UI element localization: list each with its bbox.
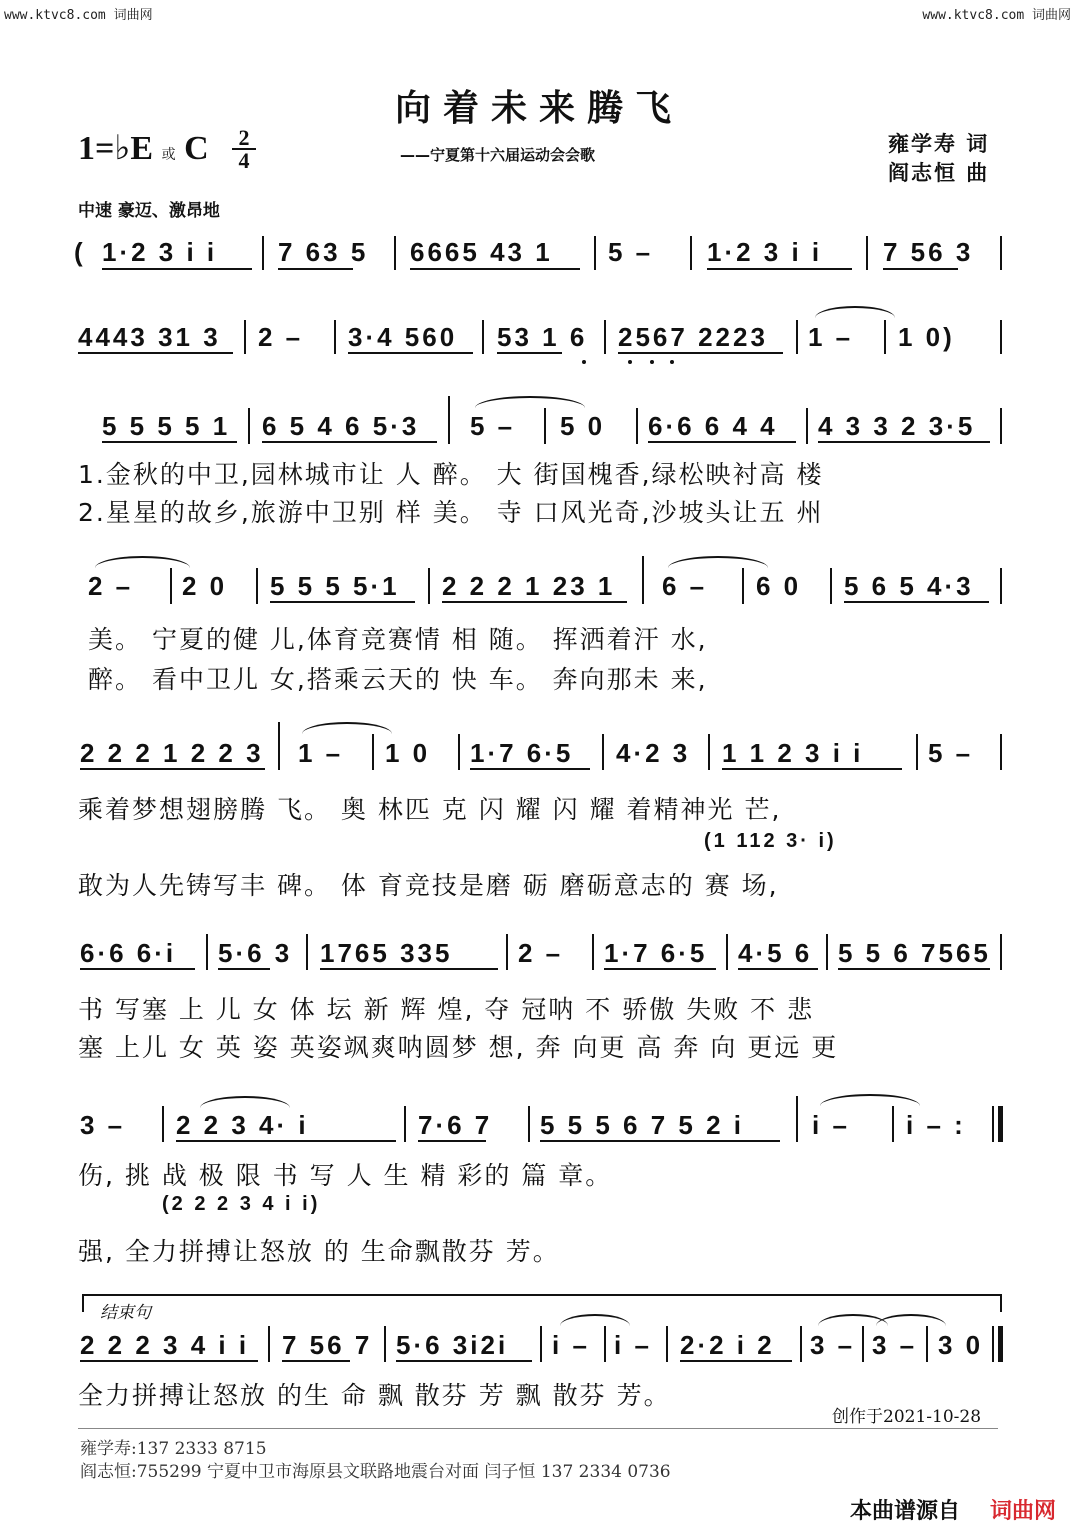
barline xyxy=(892,1106,894,1142)
measure: 4·5 6 xyxy=(738,938,813,968)
final-barline-thick xyxy=(998,1326,1003,1362)
coda-label: 结束句 xyxy=(100,1303,151,1323)
measure: i – : xyxy=(906,1110,966,1140)
measure: 6·6 6·i xyxy=(80,938,177,968)
barline xyxy=(926,1326,928,1362)
lyrics-verse-2: 敢为人先铸写丰 碑。 体 育竞技是磨 砺 磨砺意志的 赛 场, xyxy=(78,871,779,900)
beam xyxy=(282,1360,350,1362)
barline xyxy=(800,1326,802,1362)
tie xyxy=(200,1096,290,1108)
lyrics-verse-1: 书 写塞 上 儿 女 体 坛 新 辉 煌, 夺 冠呐 不 骄傲 失败 不 悲 xyxy=(78,995,815,1024)
measure: i – xyxy=(552,1330,590,1360)
barline xyxy=(334,320,336,354)
tie xyxy=(475,396,585,408)
measure: 2 – xyxy=(258,322,304,352)
measure: 5 5 6 7565 xyxy=(838,938,991,968)
tempo-marking: 中速 豪迈、激昂地 xyxy=(78,201,220,221)
beam xyxy=(410,268,580,270)
watermark-left: www.ktvc8.com 词曲网 xyxy=(4,8,153,23)
barline xyxy=(1000,568,1002,604)
tie xyxy=(302,722,392,734)
beam xyxy=(270,601,415,603)
beam xyxy=(738,968,818,970)
barline xyxy=(602,734,604,770)
lyrics-verse-1: 1.金秋的中卫,园林城市让 人 醉。 大 街国槐香,绿松映衬高 楼 xyxy=(78,460,824,489)
beam xyxy=(618,352,783,354)
measure: 5 5 5 5 1 xyxy=(102,411,231,441)
barline xyxy=(268,1326,270,1362)
barline xyxy=(540,1326,542,1362)
barline xyxy=(278,722,280,770)
measure: 4·2 3 xyxy=(616,738,691,768)
barline xyxy=(866,236,868,270)
barline xyxy=(1000,320,1002,354)
barline xyxy=(262,236,264,270)
beam xyxy=(80,768,265,770)
barline xyxy=(884,320,886,354)
beam xyxy=(470,768,590,770)
source-label: 本曲谱源自 xyxy=(850,1499,961,1524)
beam xyxy=(348,352,473,354)
measure: 5 – xyxy=(928,738,974,768)
composer-credit: 阎志恒 曲 xyxy=(888,161,990,185)
tie xyxy=(560,1314,630,1326)
lyrics-verse-1: 伤, 挑 战 极 限 书 写 人 生 精 彩的 篇 章。 xyxy=(78,1161,613,1190)
footer-divider xyxy=(78,1428,998,1429)
measure: 1 1 2 3 i i xyxy=(722,738,864,768)
barline xyxy=(372,734,374,770)
measure: 6 5 4 6 5·3 xyxy=(262,411,420,441)
measure: 2 2 2 1 23 1 xyxy=(442,571,616,601)
lyricist-credit: 雍学寿 词 xyxy=(888,132,990,156)
lyrics-verse-2: 塞 上儿 女 英 姿 英姿飒爽呐圆梦 想, 奔 向更 高 奔 向 更远 更 xyxy=(78,1033,839,1062)
measure: 6 0 xyxy=(756,571,802,601)
measure: i – xyxy=(614,1330,652,1360)
measure: i – xyxy=(812,1110,850,1140)
measure: 1765 335 xyxy=(320,938,453,968)
beam xyxy=(648,441,796,443)
measure: 2 2 3 4· i xyxy=(176,1110,309,1140)
contact-composer: 阎志恒:755299 宁夏中卫市海原县文联路地震台对面 闫子恒 137 2334 0736 xyxy=(80,1462,671,1482)
barline xyxy=(796,1096,798,1142)
beam xyxy=(418,1140,486,1142)
beam xyxy=(844,601,989,603)
measure: 1 0) xyxy=(898,322,955,352)
repeat-barline xyxy=(992,1106,994,1142)
barline xyxy=(726,934,728,970)
song-title: 向着未来腾飞 xyxy=(395,87,684,129)
lyrics-verse-1: 乘着梦想翅膀腾 飞。 奥 林匹 克 闪 耀 闪 耀 着精神光 芒, xyxy=(78,795,782,824)
low-octave-dot xyxy=(650,360,654,364)
barline xyxy=(428,568,430,604)
lyrics-verse-2: 强, 全力拼搏让怒放 的 生命飘散芬 芳。 xyxy=(78,1237,560,1266)
low-octave-dot xyxy=(582,360,586,364)
beam xyxy=(262,441,437,443)
measure: 5 – xyxy=(608,237,654,267)
measure: 6·6 6 4 4 xyxy=(648,411,778,441)
beam xyxy=(80,968,195,970)
measure: 2567 2223 xyxy=(618,322,768,352)
measure: 1·2 3 i i xyxy=(707,237,823,267)
lyrics-verse-1: 美。 宁夏的健 儿,体育竞赛情 相 随。 挥洒着汗 水, xyxy=(88,625,708,654)
barline xyxy=(256,568,258,604)
measure: 5 6 5 4·3 xyxy=(844,571,974,601)
barline xyxy=(742,568,744,604)
measure: 2 2 2 1 2 2 3 xyxy=(80,738,264,768)
watermark-right: www.ktvc8.com 词曲网 xyxy=(922,8,1071,23)
barline xyxy=(448,396,450,444)
measure: 1 – xyxy=(298,738,344,768)
measure: 2 – xyxy=(88,571,134,601)
key-signature: 1=♭E 或 C xyxy=(78,130,209,167)
song-subtitle: ——宁夏第十六届运动会会歌 xyxy=(400,146,596,164)
barline xyxy=(170,568,172,604)
beam xyxy=(707,268,852,270)
barline xyxy=(708,734,710,770)
beam xyxy=(680,1360,792,1362)
barline xyxy=(604,1326,606,1362)
repeat-barline-thick xyxy=(998,1106,1003,1142)
measure: 5 5 5 5·1 xyxy=(270,571,400,601)
measure: 3 – xyxy=(80,1110,126,1140)
beam xyxy=(102,268,252,270)
measure: 7 63 5 xyxy=(278,237,369,267)
measure: 5 – xyxy=(470,411,516,441)
measure: 4 3 3 2 3·5 xyxy=(818,411,976,441)
barline xyxy=(544,408,546,444)
measure: 3 0 xyxy=(938,1330,984,1360)
beam xyxy=(838,968,990,970)
measure: 1·2 3 i i xyxy=(102,237,218,267)
barline xyxy=(162,1106,164,1142)
tie xyxy=(876,1314,946,1326)
barline xyxy=(1000,408,1002,444)
measure: 7 56 3 xyxy=(883,237,974,267)
alt-melody: (1 112 3· i) xyxy=(704,830,837,852)
measure: 2 – xyxy=(518,938,564,968)
barline xyxy=(1000,734,1002,770)
beam xyxy=(320,968,498,970)
measure: 3 – xyxy=(810,1330,856,1360)
coda-bracket xyxy=(82,1294,1002,1312)
barline xyxy=(690,236,692,270)
lyrics-verse-2: 2.星星的故乡,旅游中卫别 样 美。 寺 口风光奇,沙坡头让五 州 xyxy=(78,498,824,527)
measure: 1 – xyxy=(808,322,854,352)
measure: 6665 43 1 xyxy=(410,237,553,267)
low-octave-dot xyxy=(670,360,674,364)
lyrics-verse-2: 醉。 看中卫儿 女,搭乘云天的 快 车。 奔向那未 来, xyxy=(88,665,708,694)
measure: 1·7 6·5 xyxy=(604,938,708,968)
beam xyxy=(883,268,958,270)
beam xyxy=(540,1140,780,1142)
beam xyxy=(604,968,716,970)
measure: 53 1 6 xyxy=(497,322,588,352)
beam xyxy=(80,1360,258,1362)
barline xyxy=(796,320,798,354)
tie xyxy=(95,556,190,568)
barline xyxy=(830,568,832,604)
measure: 5·6 3 xyxy=(218,938,293,968)
measure: 1·7 6·5 xyxy=(470,738,574,768)
beam xyxy=(78,352,233,354)
barline xyxy=(306,934,308,970)
tie xyxy=(668,556,768,568)
beam xyxy=(218,968,270,970)
barline xyxy=(206,934,208,970)
open-paren: ( xyxy=(74,237,86,267)
barline xyxy=(594,236,596,270)
beam xyxy=(278,268,353,270)
barline xyxy=(916,734,918,770)
barline xyxy=(404,1106,406,1142)
barline xyxy=(528,1106,530,1142)
tie xyxy=(815,306,895,318)
barline xyxy=(384,1326,386,1362)
measure: 2 2 2 3 4 i i xyxy=(80,1330,250,1360)
alt-melody: (2 2 2 3 4 i i) xyxy=(162,1193,321,1215)
beam xyxy=(396,1360,532,1362)
tie xyxy=(820,1094,920,1106)
barline xyxy=(862,1326,864,1362)
barline xyxy=(666,1326,668,1362)
barline xyxy=(244,320,246,354)
barline xyxy=(806,408,808,444)
beam xyxy=(102,441,237,443)
time-signature: 2 4 xyxy=(232,128,256,170)
composition-date: 创作于2021-10-28 xyxy=(832,1407,982,1427)
measure: 5 0 xyxy=(560,411,606,441)
barline xyxy=(604,320,606,354)
barline xyxy=(458,734,460,770)
measure: 7 56 7 xyxy=(282,1330,373,1360)
measure: 1 0 xyxy=(385,738,431,768)
measure: 2·2 i 2 xyxy=(680,1330,775,1360)
measure: 7·6 7 xyxy=(418,1110,493,1140)
measure: 2 0 xyxy=(182,571,228,601)
barline xyxy=(642,556,644,604)
contact-lyricist: 雍学寿:137 2333 8715 xyxy=(80,1439,267,1459)
beam xyxy=(497,352,562,354)
barline xyxy=(592,934,594,970)
barline xyxy=(482,320,484,354)
beam xyxy=(176,1140,396,1142)
measure: 5 5 5 6 7 5 2 i xyxy=(540,1110,745,1140)
measure: 5·6 3i2i xyxy=(396,1330,509,1360)
final-barline xyxy=(992,1326,994,1362)
low-octave-dot xyxy=(628,360,632,364)
source-site-link[interactable]: 词曲网 xyxy=(990,1499,1057,1524)
beam xyxy=(818,441,990,443)
measure: 3·4 560 xyxy=(348,322,458,352)
measure: 3 – xyxy=(872,1330,918,1360)
beam xyxy=(722,768,902,770)
lyrics-coda: 全力拼搏让怒放 的生 命 飘 散芬 芳 飘 散芬 芳。 xyxy=(78,1381,671,1410)
barline xyxy=(826,934,828,970)
barline xyxy=(1000,934,1002,970)
measure: 6 – xyxy=(662,571,708,601)
barline xyxy=(636,408,638,444)
barline xyxy=(1000,236,1002,270)
beam xyxy=(442,601,627,603)
barline xyxy=(248,408,250,444)
barline xyxy=(394,236,396,270)
measure: 4443 31 3 xyxy=(78,322,221,352)
barline xyxy=(506,934,508,970)
